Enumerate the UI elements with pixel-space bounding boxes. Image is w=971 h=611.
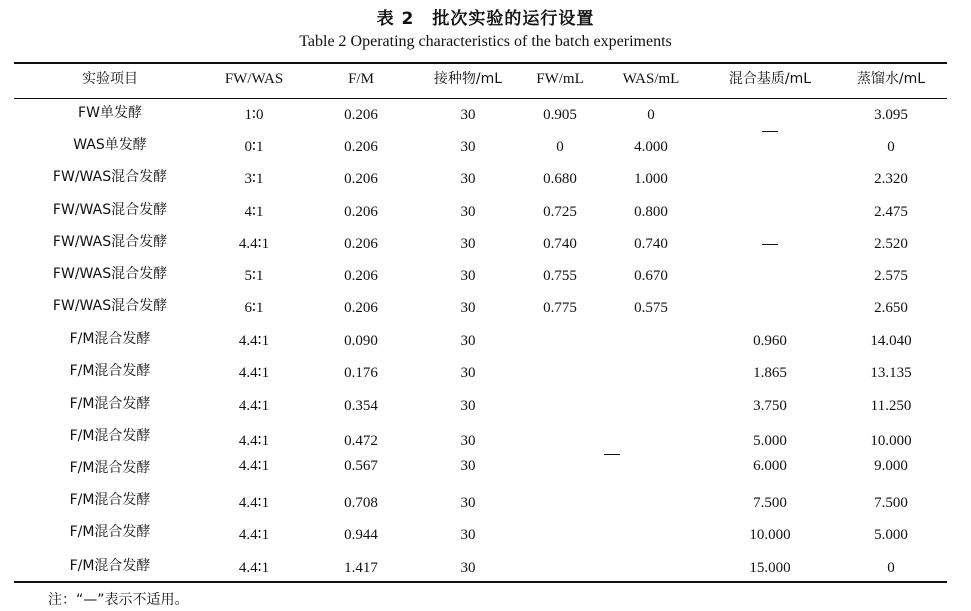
cell-inoculum: 30 — [460, 398, 476, 414]
cell-water: 14.040 — [870, 333, 912, 349]
cell-water: 2.475 — [874, 204, 908, 220]
cell-experiment: F/M混合发酵 — [69, 428, 151, 444]
cell-experiment: F/M混合发酵 — [69, 396, 151, 412]
cell-fw-ml: 0.775 — [543, 300, 577, 316]
cell-experiment: F/M混合发酵 — [69, 460, 151, 476]
cell-fw-was: 4∶1 — [244, 204, 264, 220]
hdr-experiment: 实验项目 — [82, 71, 138, 87]
cell-experiment: FW/WAS混合发酵 — [52, 234, 168, 250]
cell-water: 0 — [887, 139, 895, 155]
cell-fm: 0.472 — [344, 433, 378, 449]
cell-inoculum: 30 — [460, 300, 476, 316]
cell-was-ml: 1.000 — [634, 171, 668, 187]
cell-water: 5.000 — [874, 527, 908, 543]
cell-fm: 0.206 — [344, 171, 378, 187]
cell-inoculum: 30 — [460, 139, 476, 155]
cell-fm: 0.206 — [344, 236, 378, 252]
hdr-water: 蒸馏水/mL — [856, 71, 926, 87]
cell-fw-was: 1∶0 — [244, 107, 264, 123]
cell-fm: 0.206 — [344, 268, 378, 284]
cell-fw-ml: 0.740 — [543, 236, 577, 252]
cell-water: 2.575 — [874, 268, 908, 284]
cell-fm: 0.206 — [344, 139, 378, 155]
cell-mixed: 10.000 — [749, 527, 791, 543]
dash-fw-was-fm-series — [604, 454, 620, 455]
cell-experiment: WAS单发酵 — [73, 137, 147, 153]
cell-fw-was: 4.4∶1 — [238, 527, 270, 543]
cell-fm: 0.354 — [344, 398, 378, 414]
cell-inoculum: 30 — [460, 365, 476, 381]
cell-fw-was: 4.4∶1 — [238, 236, 270, 252]
cell-mixed: 0.960 — [753, 333, 787, 349]
hdr-fw-was: FW/WAS — [224, 71, 284, 87]
cell-fm: 1.417 — [344, 560, 378, 576]
cell-water: 3.095 — [874, 107, 908, 123]
cell-fw-was: 4.4∶1 — [238, 333, 270, 349]
dash-mixed-codigestion — [762, 244, 778, 245]
hdr-mixed: 混合基质/mL — [728, 71, 812, 87]
cell-fw-was: 6∶1 — [244, 300, 264, 316]
cell-water: 9.000 — [874, 458, 908, 474]
cell-fm: 0.944 — [344, 527, 378, 543]
top-rule — [14, 62, 947, 64]
cell-inoculum: 30 — [460, 107, 476, 123]
cell-was-ml: 0.800 — [634, 204, 668, 220]
cell-inoculum: 30 — [460, 333, 476, 349]
cell-fm: 0.708 — [344, 495, 378, 511]
cell-mixed: 7.500 — [753, 495, 787, 511]
cell-fw-ml: 0.905 — [543, 107, 577, 123]
cell-inoculum: 30 — [460, 495, 476, 511]
cell-was-ml: 4.000 — [634, 139, 668, 155]
cell-mixed: 1.865 — [753, 365, 787, 381]
cell-fw-was: 0∶1 — [244, 139, 264, 155]
cell-experiment: FW/WAS混合发酵 — [52, 266, 168, 282]
cell-inoculum: 30 — [460, 236, 476, 252]
cell-was-ml: 0.740 — [634, 236, 668, 252]
hdr-inoculum: 接种物/mL — [433, 71, 503, 87]
cell-inoculum: 30 — [460, 560, 476, 576]
hdr-was-ml: WAS/mL — [622, 71, 680, 87]
cell-experiment: FW/WAS混合发酵 — [52, 202, 168, 218]
cell-experiment: F/M混合发酵 — [69, 524, 151, 540]
cell-fm: 0.090 — [344, 333, 378, 349]
cell-fw-ml: 0.725 — [543, 204, 577, 220]
cell-water: 7.500 — [874, 495, 908, 511]
cell-mixed: 5.000 — [753, 433, 787, 449]
cell-fm: 0.206 — [344, 204, 378, 220]
cell-fw-was: 4.4∶1 — [238, 495, 270, 511]
hdr-fw-ml: FW/mL — [536, 71, 584, 87]
table-note: 注：“—”表示不适用。 — [48, 592, 189, 608]
cell-fm: 0.206 — [344, 300, 378, 316]
cell-experiment: FW/WAS混合发酵 — [52, 298, 168, 314]
cell-mixed: 6.000 — [753, 458, 787, 474]
cell-water: 2.520 — [874, 236, 908, 252]
cell-experiment: FW单发酵 — [78, 105, 142, 121]
cell-water: 13.135 — [870, 365, 912, 381]
bottom-rule — [14, 581, 947, 583]
cell-experiment: FW/WAS混合发酵 — [52, 169, 168, 185]
cell-inoculum: 30 — [460, 204, 476, 220]
hdr-fm: F/M — [348, 71, 374, 87]
cell-was-ml: 0.670 — [634, 268, 668, 284]
dash-mixed-single — [762, 131, 778, 132]
cell-water: 2.320 — [874, 171, 908, 187]
cell-was-ml: 0 — [647, 107, 655, 123]
cell-experiment: F/M混合发酵 — [69, 331, 151, 347]
cell-fw-was: 4.4∶1 — [238, 433, 270, 449]
cell-was-ml: 0.575 — [634, 300, 668, 316]
cell-fw-ml: 0.680 — [543, 171, 577, 187]
cell-inoculum: 30 — [460, 458, 476, 474]
cell-fw-was: 4.4∶1 — [238, 560, 270, 576]
cell-experiment: F/M混合发酵 — [69, 492, 151, 508]
cell-inoculum: 30 — [460, 527, 476, 543]
cell-mixed: 15.000 — [749, 560, 791, 576]
cell-experiment: F/M混合发酵 — [69, 363, 151, 379]
cell-fm: 0.567 — [344, 458, 378, 474]
header-rule — [14, 98, 947, 99]
cell-fm: 0.176 — [344, 365, 378, 381]
cell-inoculum: 30 — [460, 433, 476, 449]
cell-fw-was: 4.4∶1 — [238, 398, 270, 414]
cell-fw-ml: 0 — [556, 139, 564, 155]
cell-inoculum: 30 — [460, 268, 476, 284]
table-caption-en: Table 2 Operating characteristics of the batch experiments — [299, 33, 672, 50]
cell-fw-was: 3∶1 — [244, 171, 264, 187]
cell-inoculum: 30 — [460, 171, 476, 187]
cell-mixed: 3.750 — [753, 398, 787, 414]
cell-experiment: F/M混合发酵 — [69, 558, 151, 574]
cell-fm: 0.206 — [344, 107, 378, 123]
cell-fw-ml: 0.755 — [543, 268, 577, 284]
table-caption-cn: 表 2 批次实验的运行设置 — [376, 9, 595, 29]
cell-fw-was: 4.4∶1 — [238, 458, 270, 474]
cell-water: 0 — [887, 560, 895, 576]
cell-water: 10.000 — [870, 433, 912, 449]
cell-water: 2.650 — [874, 300, 908, 316]
cell-fw-was: 4.4∶1 — [238, 365, 270, 381]
cell-water: 11.250 — [870, 398, 912, 414]
cell-fw-was: 5∶1 — [244, 268, 264, 284]
